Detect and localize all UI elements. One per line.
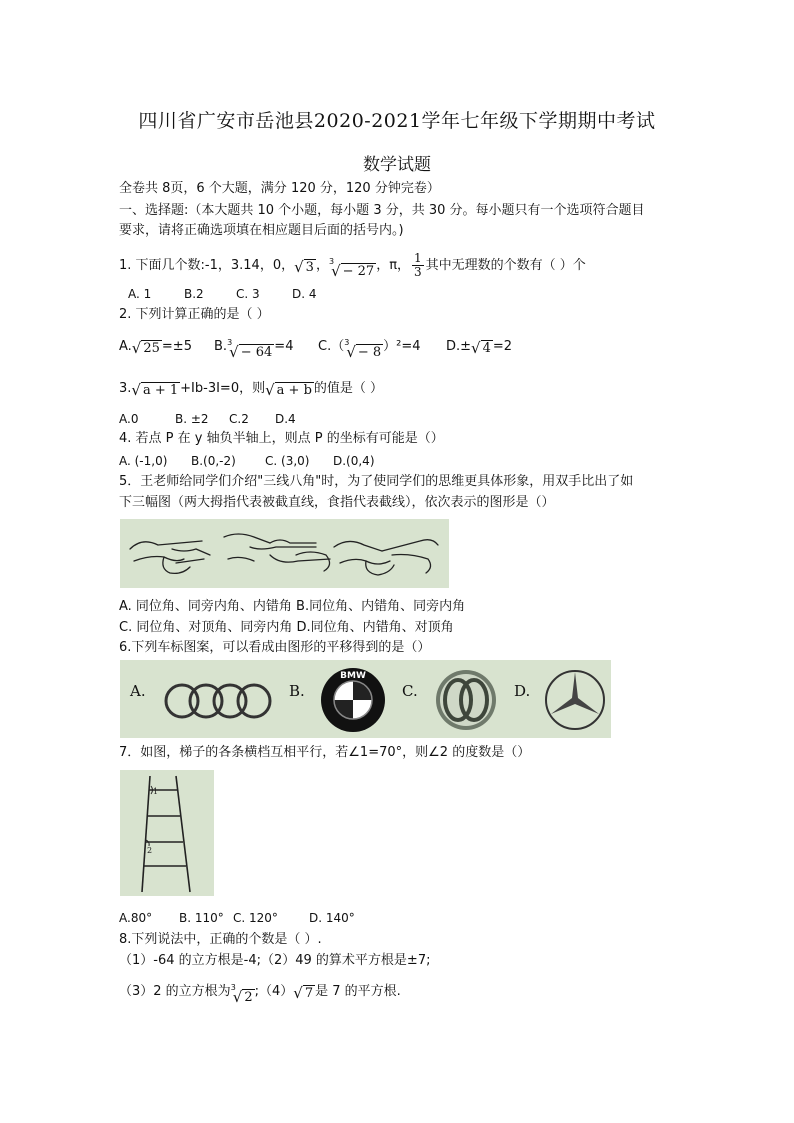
question-6-stem: 6.下列车标图案，可以看成由图形的平移得到的是（） <box>119 640 431 655</box>
q7-option-d[interactable]: D. 140° <box>309 911 355 925</box>
q2-c-index: 3 <box>344 338 350 347</box>
q8-cbrt-body: 2 <box>244 990 253 1005</box>
ladder-figure <box>120 770 214 896</box>
q2-c-rad: − 8 <box>357 345 382 360</box>
q8-cbrt-index: 3 <box>230 983 236 992</box>
q7-option-a[interactable]: A.80° <box>119 911 153 925</box>
car-logos <box>120 660 611 738</box>
q2-option-b[interactable] <box>214 338 318 360</box>
q1-option-b[interactable]: B.2 <box>184 287 204 301</box>
q2-a-sqrt: √ 25 <box>131 339 160 357</box>
q3-rad2: a + b <box>276 383 312 398</box>
question-5-options-1: A. 同位角、同旁内角、内错角 B.同位角、内错角、同旁内角 <box>119 599 466 614</box>
bmw-logo-text: BMW <box>340 671 366 681</box>
dongfeng-logo-icon <box>436 670 496 730</box>
q1-suffix: 其中无理数的个数有（ ）个 <box>425 258 586 273</box>
question-3-stem <box>119 380 383 398</box>
q3-option-d[interactable]: D.4 <box>275 412 296 426</box>
q4-option-b[interactable]: B.(0,-2) <box>191 454 236 468</box>
question-2-stem: 2. 下列计算正确的是（ ） <box>119 307 270 322</box>
q3-suffix: 的值是（ ） <box>313 381 384 396</box>
q2-option-c[interactable] <box>318 338 446 360</box>
q4-option-a[interactable]: A. (-1,0) <box>119 454 168 468</box>
logo-label-c[interactable]: C. <box>402 682 418 700</box>
q1-option-c[interactable]: C. 3 <box>236 287 260 301</box>
hands-figure <box>120 519 449 588</box>
q1-frac-num: 1 <box>414 251 422 265</box>
ladder-diagram <box>120 770 214 896</box>
q3-option-a[interactable]: A.0 <box>119 412 139 426</box>
q7-option-c[interactable]: C. 120° <box>233 911 278 925</box>
q8-cbrt-2: 3 √ 2 <box>231 987 255 1005</box>
question-4-options <box>119 452 375 470</box>
exam-subtitle: 数学试题 <box>363 155 431 175</box>
question-2-options <box>119 338 512 360</box>
logo-label-b[interactable]: B. <box>289 682 305 700</box>
q1-sqrt-3-body: 3 <box>305 260 314 275</box>
question-5-stem-2: 下三幅图（两大拇指代表被截直线，食指代表截线），依次表示的图形是（） <box>119 495 555 510</box>
q1-cbrt-neg27: 3 √ − 27 <box>329 261 376 279</box>
bmw-logo-icon <box>321 668 385 732</box>
section-instructions-2: 要求，请将正确选项填在相应题目后面的括号内。) <box>119 223 404 238</box>
question-1-options <box>128 285 317 303</box>
q2-d-rad: 4 <box>482 341 491 356</box>
q4-option-d[interactable]: D.(0,4) <box>333 454 375 468</box>
question-7-options <box>119 909 355 927</box>
q2-b-rad: − 64 <box>240 345 273 360</box>
question-1-stem <box>119 252 586 279</box>
q8-line2-c: 是 7 的平方根. <box>315 984 401 999</box>
q2-b-tail: =4 <box>274 339 294 354</box>
hands-illustration <box>120 519 449 588</box>
q1-frac-den: 3 <box>414 265 422 279</box>
exam-info: 全卷共 8页，6 个大题，满分 120 分，120 分钟完卷） <box>119 181 440 196</box>
q3-rad1: a + 1 <box>142 383 179 398</box>
question-5-stem-1: 5．王老师给同学们介绍"三线八角"时，为了使同学们的思维更具体形象，用双手比出了如 <box>119 474 634 489</box>
q1-sqrt-3: √ 3 <box>294 258 314 276</box>
angle-2-label: 2 <box>147 846 153 855</box>
q1-prefix: 1. 下面几个数:-1，3.14，0， <box>119 258 295 273</box>
q2-d-tail: =2 <box>492 339 513 354</box>
question-8-stem: 8.下列说法中，正确的个数是（ ）. <box>119 932 322 947</box>
q2-c-cbrt: 3 √ − 8 <box>344 342 383 360</box>
q2-option-d[interactable] <box>446 338 512 356</box>
q1-sep1: ， <box>315 258 329 273</box>
audi-rings-icon <box>166 685 270 717</box>
question-7-stem: 7．如图，梯子的各条横档互相平行，若∠1=70°，则∠2 的度数是（） <box>119 745 531 760</box>
question-4-stem: 4. 若点 P 在 y 轴负半轴上，则点 P 的坐标有可能是（） <box>119 431 444 446</box>
car-logos-figure <box>120 660 611 738</box>
q2-a-label: A. <box>119 339 132 354</box>
mercedes-star-icon <box>546 671 604 729</box>
q2-a-rad: 25 <box>143 341 160 356</box>
q3-option-c[interactable]: C.2 <box>229 412 249 426</box>
q1-fraction <box>412 252 424 279</box>
q1-option-a[interactable]: A. 1 <box>128 287 152 301</box>
q2-c-tail: ）²=4 <box>383 339 421 354</box>
q8-line2-b: ;（4） <box>254 984 294 999</box>
q1-option-d[interactable]: D. 4 <box>292 287 317 301</box>
q2-b-cbrt: 3 √ − 64 <box>227 342 274 360</box>
q1-cbrt-index: 3 <box>328 257 335 266</box>
q3-sqrt-a1: √ a + 1 <box>131 381 179 399</box>
q1-sep2: ，π， <box>376 258 411 273</box>
q1-cbrt-body: − 27 <box>342 264 375 279</box>
q3-sqrt-ab: √ a + b <box>265 381 312 399</box>
q2-d-label: D.± <box>446 339 472 354</box>
q8-line2-a: （3）2 的立方根为 <box>119 984 231 999</box>
q2-c-label: C.（ <box>318 339 345 354</box>
q3-prefix: 3. <box>119 381 132 396</box>
section-instructions-1: 一、选择题:（本大题共 10 个小题，每小题 3 分，共 30 分。每小题只有一个选项符合题目 <box>119 203 645 218</box>
q2-a-tail: =±5 <box>161 339 192 354</box>
exam-title: 四川省广安市岳池县2020-2021学年七年级下学期期中考试 <box>138 110 656 132</box>
q8-sqrt-7: √ 7 <box>293 984 314 1002</box>
question-3-options <box>119 410 296 428</box>
angle-1-label: 1 <box>153 787 159 796</box>
logo-label-d[interactable]: D. <box>514 682 531 700</box>
q3-option-b[interactable]: B. ±2 <box>175 412 209 426</box>
logo-label-a[interactable]: A. <box>130 682 146 700</box>
q2-d-sqrt: √ 4 <box>471 339 491 357</box>
q3-mid: +Ib-3I=0，则 <box>180 381 266 396</box>
q2-b-label: B. <box>214 339 228 354</box>
question-8-line-1: （1）-64 的立方根是-4;（2）49 的算术平方根是±7; <box>119 953 431 968</box>
q2-option-a[interactable] <box>119 338 214 356</box>
question-5-options-2: C. 同位角、对顶角、同旁内角 D.同位角、内错角、对顶角 <box>119 620 454 635</box>
q2-b-index: 3 <box>227 338 233 347</box>
question-8-line-2 <box>119 983 401 1005</box>
q7-option-b[interactable]: B. 110° <box>179 911 224 925</box>
q8-sqrt-body: 7 <box>304 986 314 1001</box>
q4-option-c[interactable]: C. (3,0) <box>265 454 310 468</box>
